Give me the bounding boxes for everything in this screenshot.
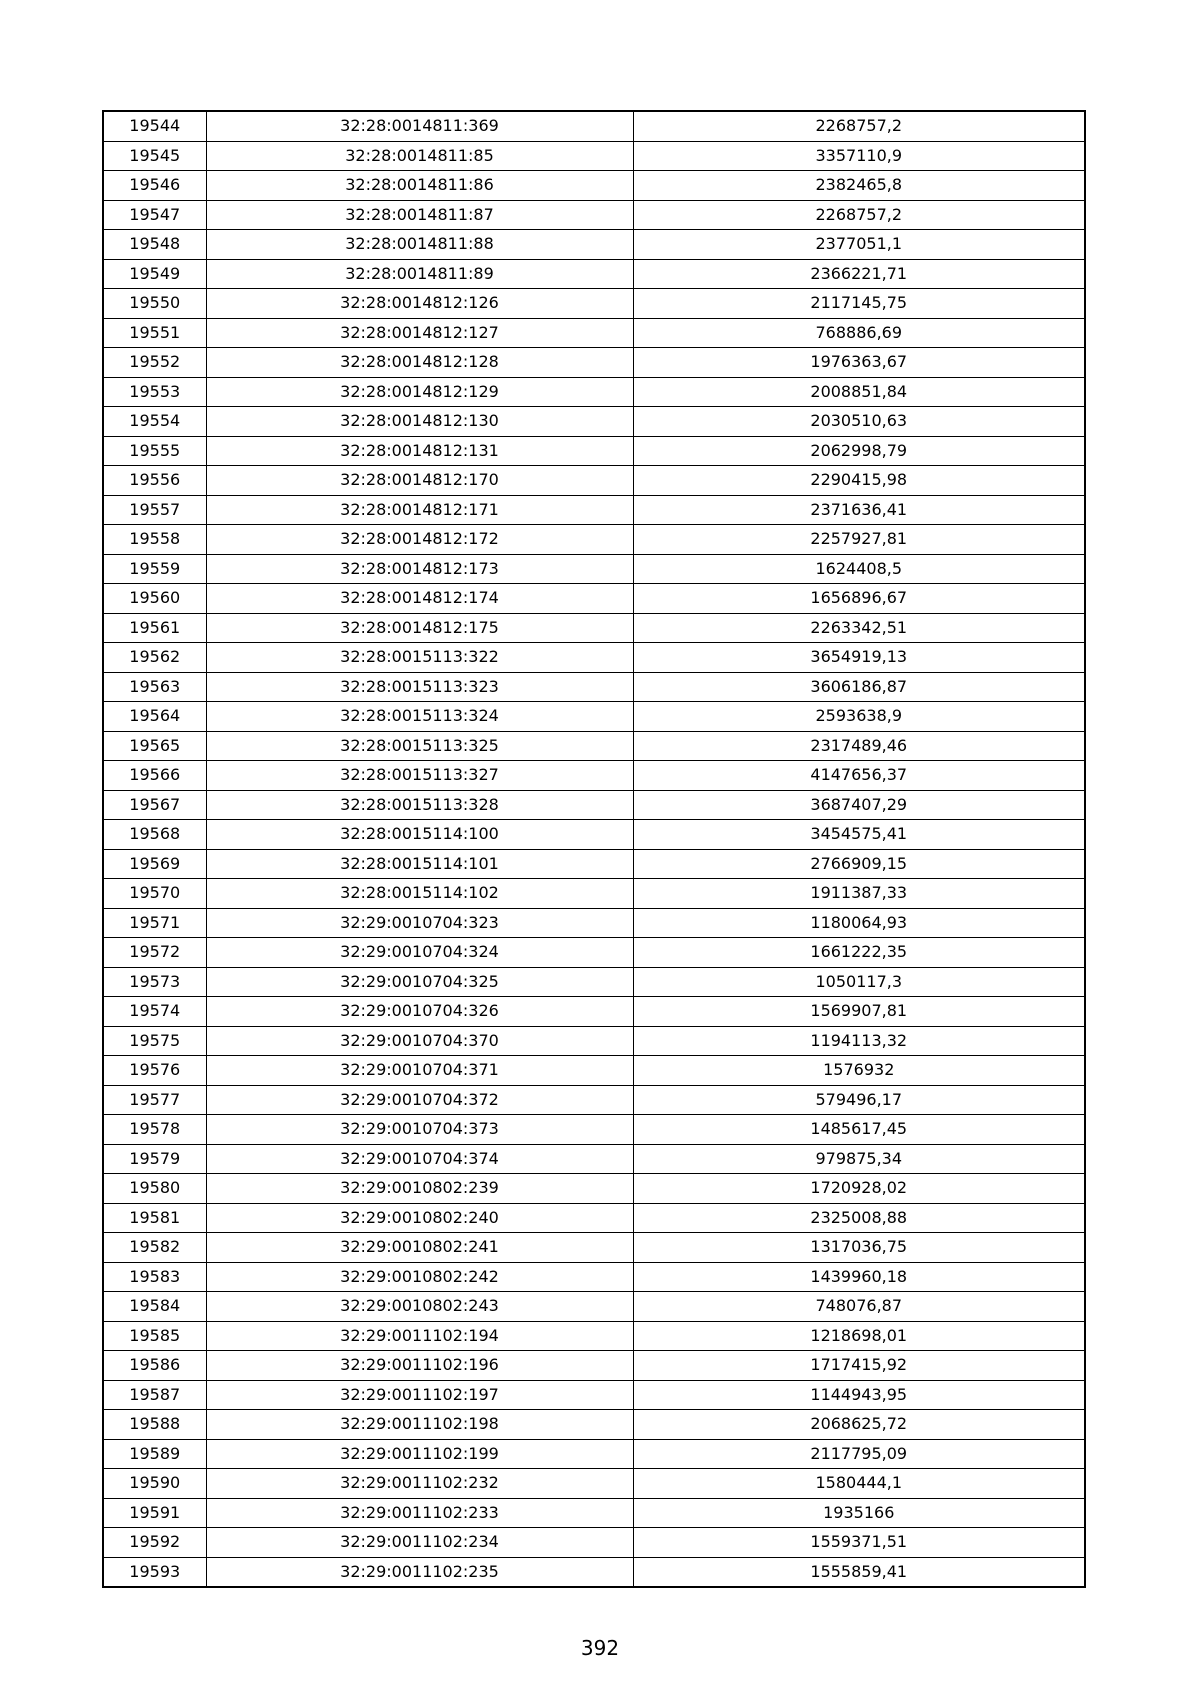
table-row xyxy=(103,790,1085,820)
table-row xyxy=(103,672,1085,702)
row-number-cell: 19588 xyxy=(103,1410,206,1440)
cadastral-number-cell: 32:29:0011102:197 xyxy=(206,1380,633,1410)
table-row xyxy=(103,141,1085,171)
row-number-cell: 19545 xyxy=(103,141,206,171)
registry-table-body xyxy=(103,111,1085,1587)
table-row xyxy=(103,1115,1085,1145)
table-row xyxy=(103,761,1085,791)
row-number-cell: 19566 xyxy=(103,761,206,791)
table-row xyxy=(103,289,1085,319)
cadastral-number-cell: 32:29:0011102:196 xyxy=(206,1351,633,1381)
table-row xyxy=(103,908,1085,938)
row-number-cell: 19592 xyxy=(103,1528,206,1558)
row-number-cell: 19589 xyxy=(103,1439,206,1469)
cadastral-number-cell: 32:28:0014812:170 xyxy=(206,466,633,496)
cadastral-number-cell: 32:29:0010704:326 xyxy=(206,997,633,1027)
row-number-cell: 19550 xyxy=(103,289,206,319)
row-number-cell: 19557 xyxy=(103,495,206,525)
row-number-cell: 19585 xyxy=(103,1321,206,1351)
row-number-cell: 19590 xyxy=(103,1469,206,1499)
table-row xyxy=(103,554,1085,584)
cadastral-number-cell: 32:29:0011102:234 xyxy=(206,1528,633,1558)
value-cell: 2062998,79 xyxy=(633,436,1085,466)
table-row xyxy=(103,377,1085,407)
value-cell: 1580444,1 xyxy=(633,1469,1085,1499)
row-number-cell: 19580 xyxy=(103,1174,206,1204)
row-number-cell: 19573 xyxy=(103,967,206,997)
row-number-cell: 19569 xyxy=(103,849,206,879)
cadastral-number-cell: 32:28:0014811:85 xyxy=(206,141,633,171)
value-cell: 3606186,87 xyxy=(633,672,1085,702)
row-number-cell: 19553 xyxy=(103,377,206,407)
cadastral-number-cell: 32:28:0015114:100 xyxy=(206,820,633,850)
value-cell: 4147656,37 xyxy=(633,761,1085,791)
value-cell: 579496,17 xyxy=(633,1085,1085,1115)
value-cell: 1439960,18 xyxy=(633,1262,1085,1292)
value-cell: 3357110,9 xyxy=(633,141,1085,171)
value-cell: 1569907,81 xyxy=(633,997,1085,1027)
cadastral-number-cell: 32:29:0010802:243 xyxy=(206,1292,633,1322)
table-row xyxy=(103,1233,1085,1263)
row-number-cell: 19562 xyxy=(103,643,206,673)
row-number-cell: 19579 xyxy=(103,1144,206,1174)
table-row xyxy=(103,1292,1085,1322)
table-row xyxy=(103,348,1085,378)
table-row xyxy=(103,525,1085,555)
row-number-cell: 19556 xyxy=(103,466,206,496)
value-cell: 1485617,45 xyxy=(633,1115,1085,1145)
table-row xyxy=(103,1321,1085,1351)
value-cell: 1050117,3 xyxy=(633,967,1085,997)
cadastral-number-cell: 32:28:0014812:172 xyxy=(206,525,633,555)
cadastral-number-cell: 32:28:0015113:327 xyxy=(206,761,633,791)
cadastral-number-cell: 32:29:0011102:194 xyxy=(206,1321,633,1351)
value-cell: 1911387,33 xyxy=(633,879,1085,909)
table-row xyxy=(103,466,1085,496)
row-number-cell: 19587 xyxy=(103,1380,206,1410)
value-cell: 2382465,8 xyxy=(633,171,1085,201)
page-number: 392 xyxy=(580,1636,620,1660)
row-number-cell: 19593 xyxy=(103,1557,206,1587)
table-row xyxy=(103,879,1085,909)
row-number-cell: 19558 xyxy=(103,525,206,555)
value-cell: 1576932 xyxy=(633,1056,1085,1086)
value-cell: 2290415,98 xyxy=(633,466,1085,496)
value-cell: 2257927,81 xyxy=(633,525,1085,555)
cadastral-number-cell: 32:28:0014812:127 xyxy=(206,318,633,348)
value-cell: 768886,69 xyxy=(633,318,1085,348)
table-row xyxy=(103,1203,1085,1233)
row-number-cell: 19583 xyxy=(103,1262,206,1292)
table-row xyxy=(103,1085,1085,1115)
value-cell: 1720928,02 xyxy=(633,1174,1085,1204)
row-number-cell: 19563 xyxy=(103,672,206,702)
row-number-cell: 19567 xyxy=(103,790,206,820)
table-row xyxy=(103,613,1085,643)
cadastral-number-cell: 32:28:0015113:324 xyxy=(206,702,633,732)
value-cell: 2325008,88 xyxy=(633,1203,1085,1233)
cadastral-number-cell: 32:29:0010704:323 xyxy=(206,908,633,938)
row-number-cell: 19546 xyxy=(103,171,206,201)
table-row xyxy=(103,820,1085,850)
value-cell: 979875,34 xyxy=(633,1144,1085,1174)
table-row xyxy=(103,318,1085,348)
row-number-cell: 19565 xyxy=(103,731,206,761)
table-row xyxy=(103,643,1085,673)
value-cell: 1555859,41 xyxy=(633,1557,1085,1587)
value-cell: 2117795,09 xyxy=(633,1439,1085,1469)
cadastral-number-cell: 32:29:0010704:324 xyxy=(206,938,633,968)
row-number-cell: 19552 xyxy=(103,348,206,378)
table-row xyxy=(103,1262,1085,1292)
cadastral-number-cell: 32:28:0014811:89 xyxy=(206,259,633,289)
cadastral-number-cell: 32:28:0015114:102 xyxy=(206,879,633,909)
table-row xyxy=(103,230,1085,260)
table-row xyxy=(103,584,1085,614)
cadastral-number-cell: 32:28:0014812:130 xyxy=(206,407,633,437)
cadastral-number-cell: 32:29:0010704:371 xyxy=(206,1056,633,1086)
row-number-cell: 19584 xyxy=(103,1292,206,1322)
table-row xyxy=(103,1380,1085,1410)
cadastral-number-cell: 32:28:0014811:369 xyxy=(206,111,633,141)
value-cell: 2263342,51 xyxy=(633,613,1085,643)
cadastral-number-cell: 32:28:0014812:175 xyxy=(206,613,633,643)
cadastral-number-cell: 32:29:0011102:198 xyxy=(206,1410,633,1440)
value-cell: 3454575,41 xyxy=(633,820,1085,850)
cadastral-number-cell: 32:28:0014812:173 xyxy=(206,554,633,584)
table-row xyxy=(103,1144,1085,1174)
value-cell: 2766909,15 xyxy=(633,849,1085,879)
cadastral-number-cell: 32:28:0014811:87 xyxy=(206,200,633,230)
table-row xyxy=(103,171,1085,201)
cadastral-number-cell: 32:28:0014812:174 xyxy=(206,584,633,614)
row-number-cell: 19571 xyxy=(103,908,206,938)
cadastral-number-cell: 32:28:0014812:131 xyxy=(206,436,633,466)
table-row xyxy=(103,495,1085,525)
table-row xyxy=(103,1557,1085,1587)
value-cell: 1656896,67 xyxy=(633,584,1085,614)
table-row xyxy=(103,1498,1085,1528)
value-cell: 2593638,9 xyxy=(633,702,1085,732)
table-row xyxy=(103,200,1085,230)
cadastral-number-cell: 32:29:0010802:239 xyxy=(206,1174,633,1204)
row-number-cell: 19561 xyxy=(103,613,206,643)
value-cell: 2371636,41 xyxy=(633,495,1085,525)
row-number-cell: 19586 xyxy=(103,1351,206,1381)
table-row xyxy=(103,731,1085,761)
value-cell: 1976363,67 xyxy=(633,348,1085,378)
value-cell: 1624408,5 xyxy=(633,554,1085,584)
row-number-cell: 19555 xyxy=(103,436,206,466)
row-number-cell: 19578 xyxy=(103,1115,206,1145)
row-number-cell: 19568 xyxy=(103,820,206,850)
value-cell: 3654919,13 xyxy=(633,643,1085,673)
table-row xyxy=(103,849,1085,879)
row-number-cell: 19564 xyxy=(103,702,206,732)
cadastral-number-cell: 32:28:0015113:325 xyxy=(206,731,633,761)
value-cell: 748076,87 xyxy=(633,1292,1085,1322)
value-cell: 1180064,93 xyxy=(633,908,1085,938)
row-number-cell: 19577 xyxy=(103,1085,206,1115)
table-row xyxy=(103,1026,1085,1056)
row-number-cell: 19544 xyxy=(103,111,206,141)
value-cell: 1317036,75 xyxy=(633,1233,1085,1263)
cadastral-number-cell: 32:28:0014812:171 xyxy=(206,495,633,525)
cadastral-number-cell: 32:29:0010704:373 xyxy=(206,1115,633,1145)
table-row xyxy=(103,1351,1085,1381)
cadastral-number-cell: 32:29:0011102:199 xyxy=(206,1439,633,1469)
cadastral-number-cell: 32:28:0014811:88 xyxy=(206,230,633,260)
cadastral-number-cell: 32:29:0011102:235 xyxy=(206,1557,633,1587)
row-number-cell: 19548 xyxy=(103,230,206,260)
cadastral-number-cell: 32:29:0010704:372 xyxy=(206,1085,633,1115)
row-number-cell: 19582 xyxy=(103,1233,206,1263)
value-cell: 2377051,1 xyxy=(633,230,1085,260)
value-cell: 1218698,01 xyxy=(633,1321,1085,1351)
table-row xyxy=(103,702,1085,732)
cadastral-number-cell: 32:29:0010802:240 xyxy=(206,1203,633,1233)
table-row xyxy=(103,997,1085,1027)
table-row xyxy=(103,111,1085,141)
row-number-cell: 19560 xyxy=(103,584,206,614)
table-row xyxy=(103,967,1085,997)
registry-table xyxy=(102,110,1086,1588)
row-number-cell: 19547 xyxy=(103,200,206,230)
table-row xyxy=(103,259,1085,289)
value-cell: 1935166 xyxy=(633,1498,1085,1528)
cadastral-number-cell: 32:29:0010802:241 xyxy=(206,1233,633,1263)
table-row xyxy=(103,1174,1085,1204)
row-number-cell: 19591 xyxy=(103,1498,206,1528)
cadastral-number-cell: 32:29:0010704:370 xyxy=(206,1026,633,1056)
row-number-cell: 19549 xyxy=(103,259,206,289)
table-row xyxy=(103,1056,1085,1086)
value-cell: 1559371,51 xyxy=(633,1528,1085,1558)
value-cell: 1661222,35 xyxy=(633,938,1085,968)
row-number-cell: 19581 xyxy=(103,1203,206,1233)
row-number-cell: 19551 xyxy=(103,318,206,348)
row-number-cell: 19576 xyxy=(103,1056,206,1086)
table-row xyxy=(103,1528,1085,1558)
cadastral-number-cell: 32:28:0014811:86 xyxy=(206,171,633,201)
table-row xyxy=(103,436,1085,466)
row-number-cell: 19572 xyxy=(103,938,206,968)
row-number-cell: 19574 xyxy=(103,997,206,1027)
value-cell: 1717415,92 xyxy=(633,1351,1085,1381)
value-cell: 2268757,2 xyxy=(633,200,1085,230)
cadastral-number-cell: 32:28:0015113:322 xyxy=(206,643,633,673)
table-row xyxy=(103,1410,1085,1440)
cadastral-number-cell: 32:28:0014812:128 xyxy=(206,348,633,378)
value-cell: 2008851,84 xyxy=(633,377,1085,407)
table-row xyxy=(103,1439,1085,1469)
cadastral-number-cell: 32:29:0010704:325 xyxy=(206,967,633,997)
cadastral-number-cell: 32:28:0014812:129 xyxy=(206,377,633,407)
row-number-cell: 19559 xyxy=(103,554,206,584)
row-number-cell: 19575 xyxy=(103,1026,206,1056)
value-cell: 3687407,29 xyxy=(633,790,1085,820)
value-cell: 2268757,2 xyxy=(633,111,1085,141)
value-cell: 2317489,46 xyxy=(633,731,1085,761)
cadastral-number-cell: 32:29:0010802:242 xyxy=(206,1262,633,1292)
cadastral-number-cell: 32:29:0010704:374 xyxy=(206,1144,633,1174)
value-cell: 2068625,72 xyxy=(633,1410,1085,1440)
value-cell: 2117145,75 xyxy=(633,289,1085,319)
row-number-cell: 19554 xyxy=(103,407,206,437)
cadastral-number-cell: 32:28:0015113:323 xyxy=(206,672,633,702)
cadastral-number-cell: 32:29:0011102:232 xyxy=(206,1469,633,1499)
table-row xyxy=(103,938,1085,968)
table-row xyxy=(103,1469,1085,1499)
value-cell: 1144943,95 xyxy=(633,1380,1085,1410)
value-cell: 2030510,63 xyxy=(633,407,1085,437)
cadastral-number-cell: 32:28:0015113:328 xyxy=(206,790,633,820)
value-cell: 1194113,32 xyxy=(633,1026,1085,1056)
value-cell: 2366221,71 xyxy=(633,259,1085,289)
cadastral-number-cell: 32:28:0015114:101 xyxy=(206,849,633,879)
row-number-cell: 19570 xyxy=(103,879,206,909)
cadastral-number-cell: 32:28:0014812:126 xyxy=(206,289,633,319)
table-row xyxy=(103,407,1085,437)
cadastral-number-cell: 32:29:0011102:233 xyxy=(206,1498,633,1528)
